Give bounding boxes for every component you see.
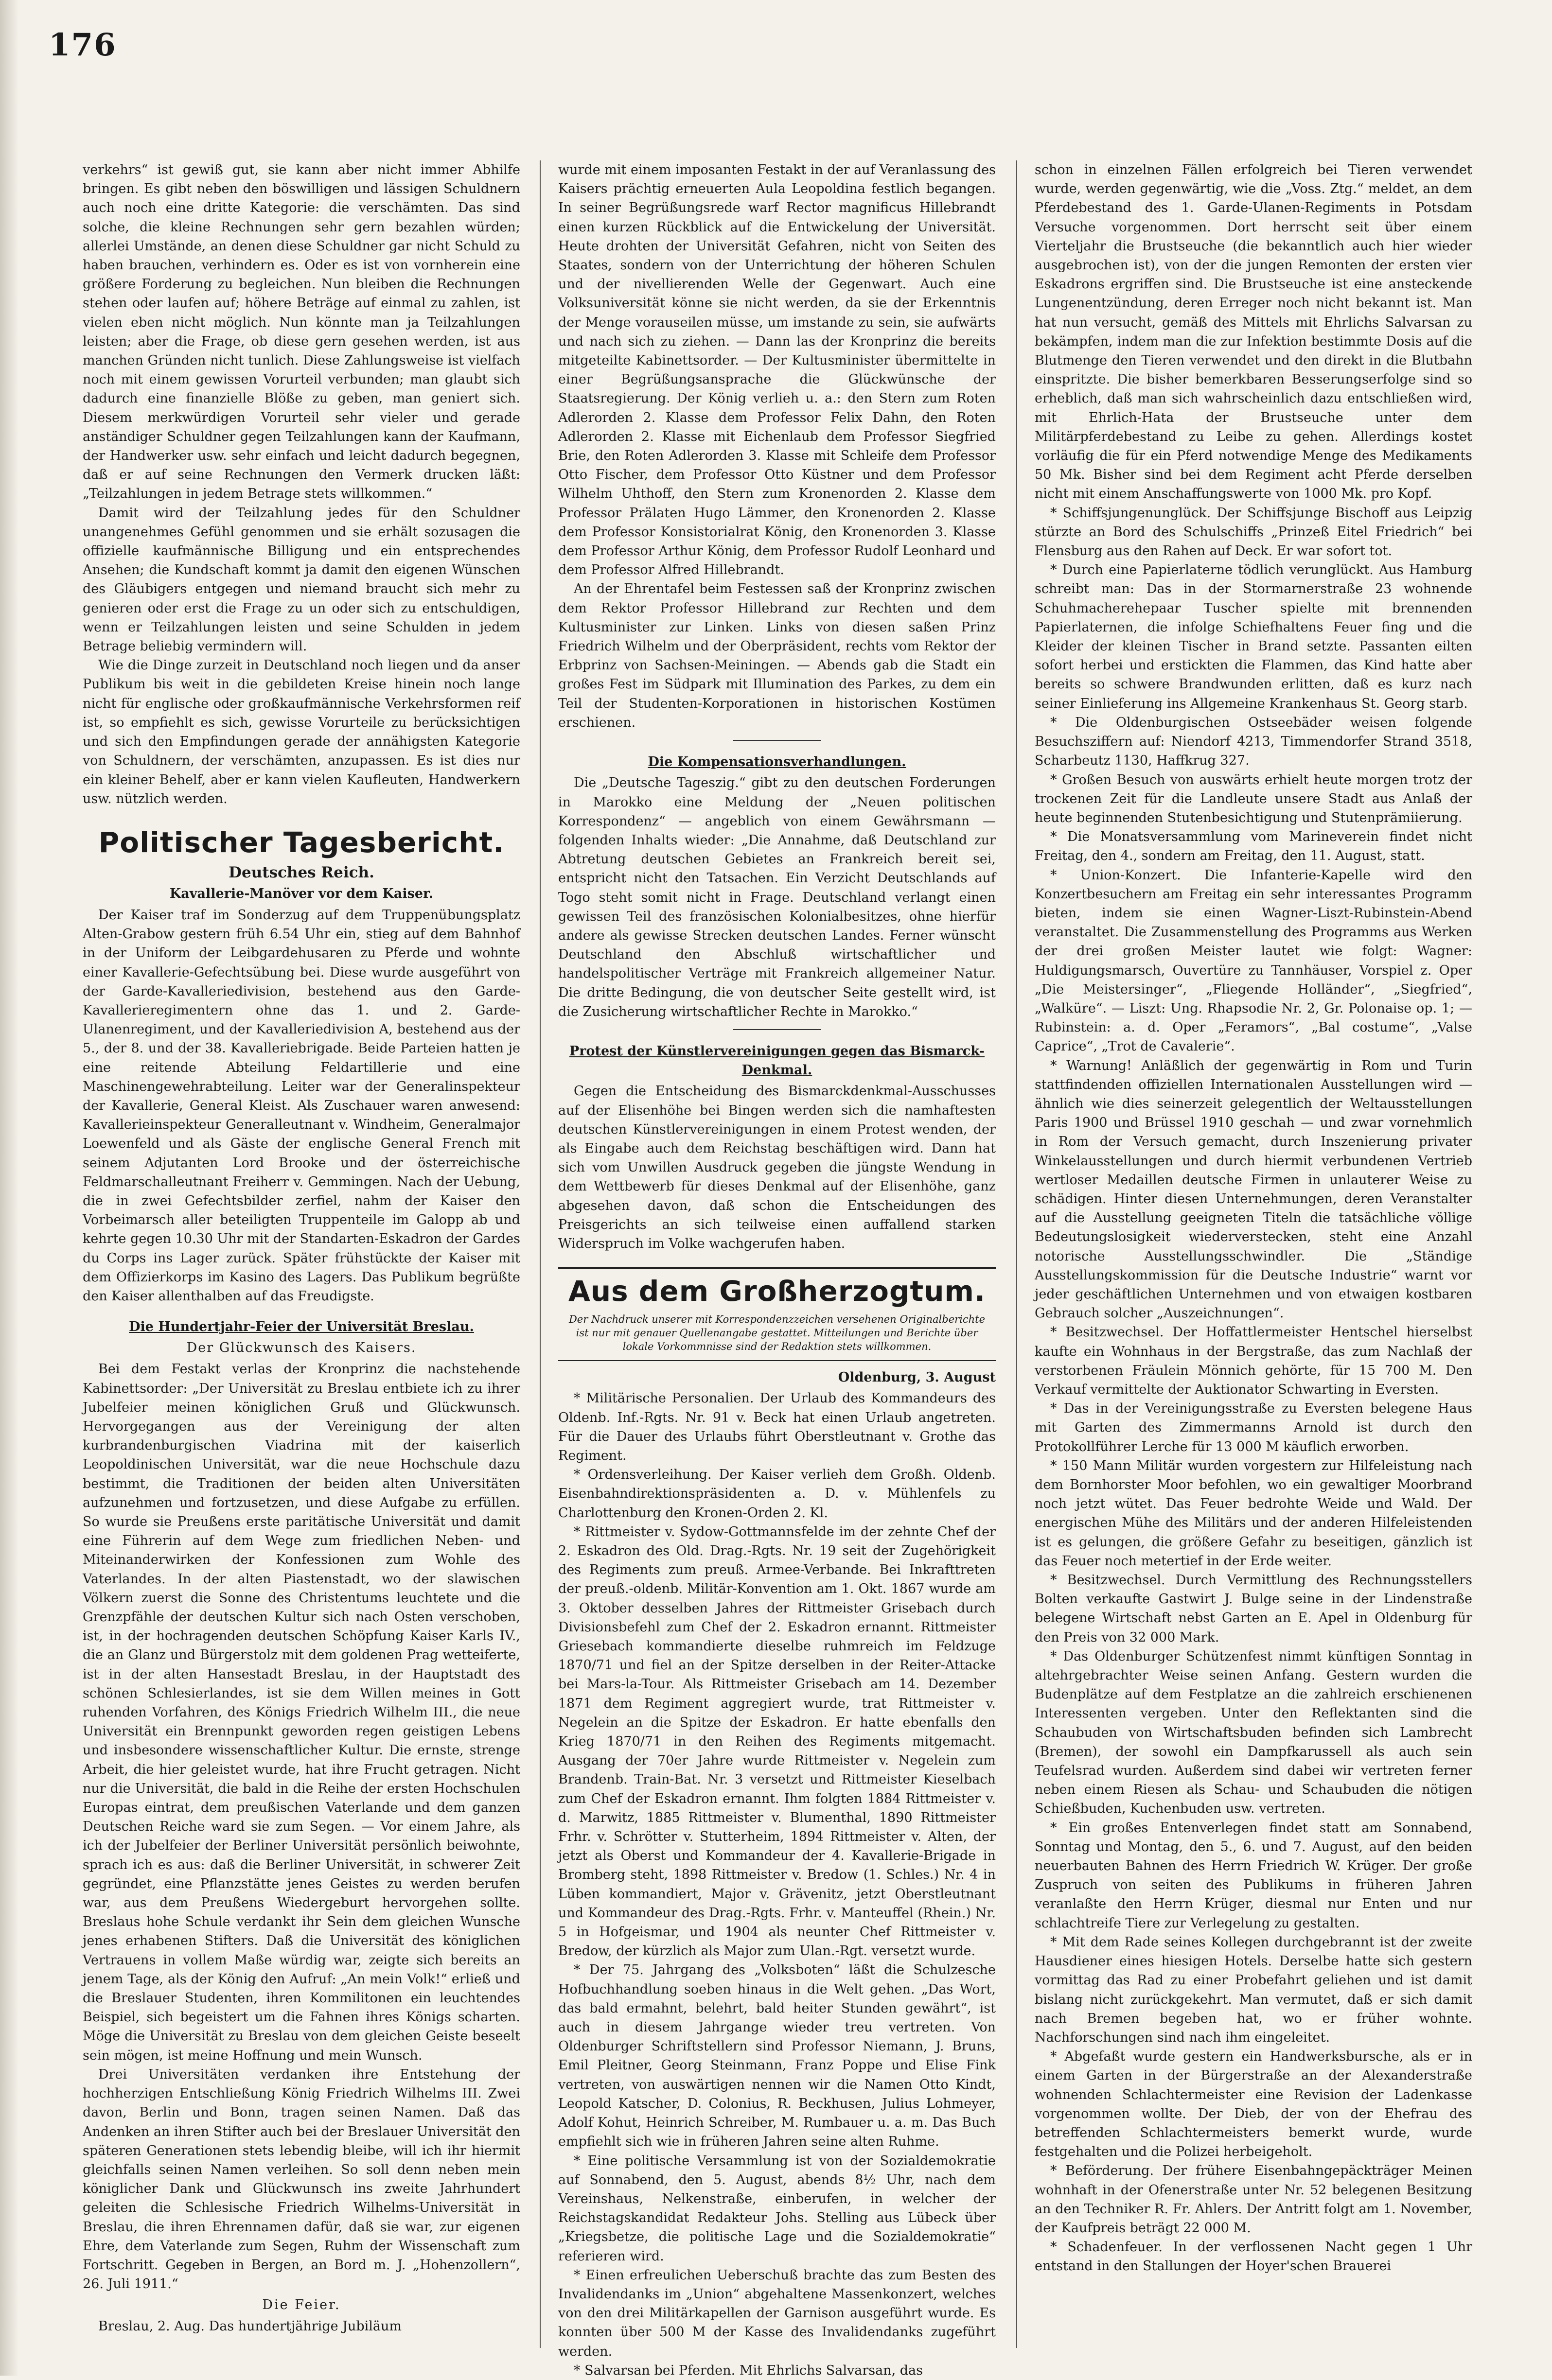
paragraph: * Durch eine Papierlaterne tödlich verunglückt. Aus Hamburg schreibt man: Das in der Stormarnerstraße 23 wohnende Schuhmacherehepaar Tuscher spielte mit brennenden Papierlaternen, die infolge Schiefhaltens Feuer fing und die Kleider der kleinen Tischer in Brand setzte. Passanten eilten sofort herbei und erstickten die Flammen, das Kind hatte aber bereits so schwere Brandwunden erlitten, daß es kurz nach seiner Einlieferung ins Allgemeine Krankenhaus St. Georg starb.	[1035, 562, 1472, 711]
column-rule-left	[540, 160, 541, 2348]
paragraph: * Warnung! Anläßlich der gegenwärtig in Rom und Turin stattfindenden offiziellen Internationalen Ausstellungen wird — ähnlich wie dies seinerzeit gelegentlich der Weltausstellungen Paris 1900 und Brüssel 1910 geschah — und zwar vornehmlich in Rom der Versuch gemacht, durch Inszenierung privater Winkelausstellungen und durch hiermit verbundenen Vertrieb wertloser Medaillen deutsche Firmen in unlauterer Weise zu schädigen. Hinter diesen Unternehmungen, deren Veranstalter auf die Ausstellung geeigneten Titeln die tatsächliche völlige Bedeutungslosigkeit wiederverstecken, steht eine Anzahl notorische Ausstellungsschwindler. Die „Ständige Ausstellungskommission für die Deutsche Industrie“ warnt vor jeder geschäftlichen Unternehmen und von etwaigen kostbaren Gebrauch solcher „Auszeichnungen“.	[1035, 1058, 1472, 1321]
paragraph: * Einen erfreulichen Ueberschuß brachte das zum Besten des Invalidendanks im „Union“ abgehaltene Massenkonzert, welches von den drei Militärkapellen der Garnison ausgeführt wurde. Es konnten über 500 M der Kasse des Invalidendanks zugeführt werden.	[558, 2267, 996, 2359]
paragraph: An der Ehrentafel beim Festessen saß der Kronprinz zwischen dem Rektor Professor Hillebrand zur Rechten und dem Kultusminister zur Linken. Links von diesen saßen Prinz Friedrich Wilhelm und der Oberpräsident, rechts vom Rektor der Erbprinz von Sachsen-Meiningen. — Abends gab die Stadt ein großes Fest im Südpark mit Illumination des Parkes, zu dem ein Teil der Studenten-Korporationen in historischen Kostümen erschienen.	[558, 581, 996, 730]
paragraph: Wie die Dinge zurzeit in Deutschland noch liegen und da anser Publikum bis weit in die gebildeten Kreise hinein noch lange nicht für englische oder großkaufmännische Verkehrsformen reif ist, so empfiehlt es sich, gewisse Vorurteile zu berücksichtigen und sich den Empfindungen gerade der annähigsten Kategorie von Schuldnern, der verschämten, anzupassen. Es ist dies nur ein kleiner Behelf, aber er kann vielen Kaufleuten, Handwerkern usw. nützlich werden.	[83, 658, 520, 806]
paragraph: * Schiffsjungenunglück. Der Schiffsjunge Bischoff aus Leipzig stürzte an Bord des Schulschiffs „Prinzeß Eitel Friedrich“ bei Flensburg aus den Rahen auf Deck. Er war sofort tot.	[1035, 505, 1472, 559]
paragraph: Bei dem Festakt verlas der Kronprinz die nachstehende Kabinettsorder: „Der Universität zu Breslau entbiete ich zu ihrer Jubelfeier meinen königlichen Gruß und Glückwunsch. Hervorgegangen aus der Vereinigung der alten kurbrandenburgischen Viadrina mit der kaiserlich Leopoldinischen Universität, war die neue Hochschule dazu bestimmt, die Traditionen der beiden alten Universitäten aufzunehmen und fortzusetzen, und diese Aufgabe zu erfüllen. So wurde sie Preußens erste paritätische Universität und damit eine Führerin auf dem Wege zum friedlichen Neben- und Miteinanderwirken der Konfessionen zum Wohle des Vaterlandes. In der alten Piastenstadt, wo der slawischen Völkern zuerst die Sonne des Christentums leuchtete und die Grenzpfähle der deutschen Kultur sich nach Osten verschoben, ist, in der hochragenden deutschen Schöpfung Kaiser Karls IV., die an Glanz und Bürgerstolz mit dem goldenen Prag wetteiferte, ist in der alten Hansestadt Breslau, in der Hauptstadt des schönen Schlesierlandes, ist sie dem Willen meines in Gott ruhenden Vorfahren, des Königs Friedrich Wilhelm III., die neue Universität ein Brennpunkt geworden regen geistigen Lebens und insbesondere wissenschaftlicher Kultur. Die ernste, strenge Arbeit, die hier geleistet wurde, hat ihre Frucht getragen. Nicht nur die Universität, die bald in die Reihe der ersten Hochschulen Europas eintrat, dem preußischen Vaterlande und dem ganzen Deutschen Reiche ward sie zum Segen. — Vor einem Jahre, als ich der Jubelfeier der Berliner Universität persönlich beiwohnte, sprach ich es aus: daß die Berliner Universität, in schwerer Zeit gegründet, eine Pflanzstätte jenes Geistes zu werden berufen war, aus dem Preußens Wiedergeburt hervorgehen sollte. Breslaus hohe Schule verdankt ihr Sein dem gleichen Wunsche jenes erhabenen Stifters. Daß die Universität des königlichen Vertrauens in vollem Maße würdig war, zeigte sich bereits an jenem Tage, als der König den Aufruf: „An mein Volk!“ erließ und die Breslauer Studenten, ihren Kommilitonen ein leuchtendes Beispiel, sich begeistert um die Fahnen ihres Königs scharten. Möge die Universität zu Breslau von dem gleichen Geiste beseelt sein mögen, ist meine Hoffnung und mein Wunsch.	[83, 1362, 520, 2063]
column-rule-right	[1016, 160, 1017, 2348]
page-number: 176	[49, 27, 117, 63]
paragraph: Der Kaiser traf im Sonderzug auf dem Truppenübungsplatz Alten-Grabow gestern früh 6.54 Uhr ein, stieg auf dem Bahnhof in der Uniform der Leibgardehusaren zu Pferde und wohnte einer Kavallerie-Gefechtsübung bei. Diese wurde ausgeführt von der Garde-Kavalleriedivision, bestehend aus den Garde-Kavallerieregimentern ohne das 1. und 2. Garde-Ulanenregiment, und der Kavalleriedivision A, bestehend aus der 5., der 8. und der 38. Kavalleriebrigade. Beide Parteien hatten je eine reitende Abteilung Feldartillerie und eine Maschinengewehrabteilung. Leiter war der Generalinspekteur der Kavallerie, General Kleist. Als Zuschauer waren anwesend: Kavallerieinspekteur Generalleutnant v. Windheim, Generalmajor Loewenfeld und als Gäste der englische General French mit seinem Adjutanten Lord Brooke und der österreichische Feldmarschalleutnant Freiherr v. Gemmingen. Nach der Uebung, die in zwei Gefechtsbilder zerfiel, nahm der Kaiser den Vorbeimarsch aller beteiligten Truppenteile im Galopp ab und kehrte gegen 10.30 Uhr mit der Standarten-Eskadron der Gardes du Corps ins Lager zurück. Später frühstückte der Kaiser mit dem Offizierkorps im Kasino des Lagers. Das Publikum begrüßte den Kaiser allenthalben auf das Freudigste.	[83, 907, 520, 1304]
column-2	[558, 160, 996, 2378]
paragraph: Drei Universitäten verdanken ihre Entstehung der hochherzigen Entschließung König Friedrich Wilhelms III. Zwei davon, Berlin und Bonn, tragen seinen Namen. Daß das Andenken an ihren Stifter auch bei der Breslauer Universität den späteren Generationen stets lebendig bleibe, will ich ihr hiermit gleichfalls seinen Namen verleihen. So soll denn neben mein königlicher Dank und Glückwunsch ins zweite Jahrhundert geleiten die Schlesische Friedrich Wilhelms-Universität in Breslau, die ihren Ehrennamen dafür, daß sie war, zur eigenen Ehre, dem Vaterlande zum Segen, Ruhm der Wissenschaft zum Fortschritt. Gegeben in Bergen, an Bord m. J. „Hohenzollern“, 26. Juli 1911.“	[83, 2066, 520, 2292]
paragraph: * Beförderung. Der frühere Eisenbahngepäckträger Meinen wohnhaft in der Ofenerstraße unter Nr. 52 belegenen Besitzung an den Techniker R. Fr. Ahlers. Der Antritt folgt am 1. November, der Kaufpreis beträgt 22 000 M.	[1035, 2163, 1472, 2236]
paragraph: wurde mit einem imposanten Festakt in der auf Veranlassung des Kaisers prächtig erneuerten Aula Leopoldina festlich begangen. In seiner Begrüßungsrede warf Rector magnificus Hillebrandt einen kurzen Rückblick auf die Entwickelung der Universität. Heute drohten der Universität Gefahren, nicht von Seiten des Staates, sondern von der Unterrichtung der höheren Schulen und der nivellierenden Welle der Gegenwart. Auch eine Volksuniversität könne sie nicht werden, da sie der Erkenntnis der Menge vorauseilen müsse, um imstande zu sein, sie aufwärts und nach sich zu ziehen. — Dann las der Kronprinz die bereits mitgeteilte Kabinettsorder. — Der Kultusminister übermittelte in einer Begrüßungsansprache die Glückwünsche der Staatsregierung. Der König verlieh u. a.: den Stern zum Roten Adlerorden 2. Klasse dem Professor Felix Dahn, den Roten Adlerorden 2. Klasse mit Eichenlaub dem Professor Siegfried Brie, den Roten Adlerorden 3. Klasse mit Schleife dem Professor Otto Fischer, dem Professor Otto Küstner und dem Professor Wilhelm Uhthoff, den Stern zum Kronenorden 2. Klasse dem Professor Prälaten Hugo Lämmer, den Kronenorden 2. Klasse dem Professor Konsistorialrat König, den Kronenorden 3. Klasse dem Professor Arthur König, dem Professor Rudolf Leonhard und dem Professor Alfred Hillebrandt.	[558, 162, 996, 578]
reprint-note: Der Nachdruck unserer mit Korrespondenzzeichen versehenen Originalberichte ist nur mit genauer Quellenangabe gestattet. Mitteilungen und Berichte über lokale Vorkommnisse sind der Redaktion stets willkommen.	[568, 1313, 986, 1353]
paragraph: * Mit dem Rade seines Kollegen durchgebrannt ist der zweite Hausdiener eines hiesigen Hotels. Derselbe hatte sich gestern vormittag das Rad zu einer Probefahrt geliehen und ist damit bislang nicht zurückgekehrt. Man vermutet, daß er sich damit nach Bremen begeben hat, wo er früher wohnte. Nachforschungen sind nach ihm eingeleitet.	[1035, 1934, 1472, 2045]
section-frame	[558, 1267, 996, 1361]
article-subtitle: Der Glückwunsch des Kaisers.	[186, 1340, 417, 1356]
paragraph: * Ordensverleihung. Der Kaiser verlieh dem Großh. Oldenb. Eisenbahndirektionspräsidenten a. D. v. Mühlenfels zu Charlottenburg den Kronen-Orden 2. Kl.	[558, 1467, 996, 1521]
paragraph: * Militärische Personalien. Der Urlaub des Kommandeurs des Oldenb. Inf.-Rgts. Nr. 91 v. Beck hat einen Urlaub angetreten. Für die Dauer des Urlaubs führt Oberstleutnant v. Grothe das Regiment.	[558, 1391, 996, 1463]
paragraph: Damit wird der Teilzahlung jedes für den Schuldner unangenehmes Gefühl genommen und sie erhält sozusagen die offizielle kaufmännische Billigung und ein entsprechendes Ansehen; die Kundschaft kommt ja damit den eigenen Wünschen des Gläubigers entgegen und niemand braucht sich mehr zu genieren oder erst die Frage zu un oder sich zu entschuldigen, wenn er Teilzahlungen leisten und seine Schulden in jedem Betrage beliebig vermindern will.	[83, 505, 520, 654]
article-title: Die Kompensationsverhandlungen.	[648, 754, 906, 770]
divider	[733, 1029, 821, 1030]
paragraph: * Ein großes Entenverlegen findet statt am Sonnabend, Sonntag und Montag, den 5., 6. und 7. August, auf den beiden neuerbauten Bahnen des Herrn Friedrich W. Krüger. Der große Zuspruch von seiten des Publikums in früheren Jahren veranlaßte den Herrn Krüger, diesmal nur Enten und nur schlachtreife Tiere zur Verlegelung zu gestalten.	[1035, 1820, 1472, 1931]
paragraph: Breslau, 2. Aug. Das hundertjährige Jubiläum	[98, 2319, 402, 2334]
article-title: Die Hundertjahr-Feier der Universität Breslau.	[129, 1319, 474, 1335]
paragraph: * Besitzwechsel. Durch Vermittlung des Rechnungsstellers Bolten verkaufte Gastwirt J. Bulge seine in der Lindenstraße belegene Wirtschaft nebst Garten an E. Apel in Oldenburg für den Preis von 32 000 Mark.	[1035, 1573, 1472, 1645]
paragraph: * Großen Besuch von auswärts erhielt heute morgen trotz der trockenen Zeit für die Landleute unsere Stadt aus Anlaß der heute beginnenden Stutenbesichtigung und Stutenprämiierung.	[1035, 772, 1472, 825]
paragraph: schon in einzelnen Fällen erfolgreich bei Tieren verwendet wurde, werden gegenwärtig, wie die „Voss. Ztg.“ meldet, an dem Pferdebestand des 1. Garde-Ulanen-Regiments in Potsdam Versuche vorgenommen. Dort herrscht seit über einem Vierteljahr die Brustseuche (die bekanntlich auch hier wieder ausgebrochen ist), von der die jungen Remonten der ersten vier Eskadrons ergriffen sind. Die Brustseuche ist eine ansteckende Lungenentzündung, deren Erreger noch nicht bekannt ist. Man hat nun versucht, gemäß des Mittels mit Ehrlichs Salvarsan zu bekämpfen, indem man die zur Infektion bestimmte Dosis auf die Blutmenge den Tieren verwendet und den direkt in die Blutbahn einspritzte. Die bisher bemerkbaren Besserungserfolge sind so erheblich, daß man sich wahrscheinlich dazu entschließen wird, mit Ehrlich-Hata der Brustseuche unter dem Militärpferdebestand zu Leibe zu gehen. Allerdings kostet vorläufig die für ein Pferd notwendige Menge des Medikaments 50 Mk. Bisher sind bei dem Regiment acht Pferde derselben nicht mit einem Anschaffungswerte von 1000 Mk. pro Kopf.	[1035, 162, 1472, 502]
article-title: Kavallerie-Manöver vor dem Kaiser.	[169, 886, 434, 901]
paragraph: * Schadenfeuer. In der verflossenen Nacht gegen 1 Uhr entstand in den Stallungen der Hoyer'schen Brauerei	[1035, 2240, 1472, 2274]
paragraph: * Union-Konzert. Die Infanterie-Kapelle wird den Konzertbesuchern am Freitag ein sehr interessantes Programm bieten, indem sie einen Wagner-Liszt-Rubinstein-Abend veranstaltet. Die Zusammenstellung des Programms aus Werken der drei großen Meister lautet wie folgt: Wagner: Huldigungsmarsch, Ouvertüre zu Tannhäuser, Vorspiel z. Oper „Die Meistersinger“, „Fliegende Holländer“, „Siegfried“, „Walküre“. — Liszt: Ung. Rhapsodie Nr. 2, Gr. Polonaise op. 1; — Rubinstein: a. d. Oper „Feramors“, „Bal costume“, „Valse Caprice“, „Trot de Cavalerie“.	[1035, 867, 1472, 1054]
paragraph: * Rittmeister v. Sydow-Gottmannsfelde im der zehnte Chef der 2. Eskadron des Old. Drag.-Rgts. Nr. 19 seit der Zugehörigkeit des Regiments zum preuß. Armee-Verbande. Bei Inkrafttreten der preuß.-oldenb. Militär-Konvention am 1. Okt. 1867 wurde am 3. Oktober desselben Jahres der Rittmeister Grisebach durch Divisionsbefehl zum Chef der 2. Eskadron ernannt. Rittmeister Griesebach kommandierte dieselbe ruhmreich im Feldzuge 1870/71 und fiel an der Spitze derselben in der Reiter-Attacke bei Mars-la-Tour. Als Rittmeister Grisebach am 14. Dezember 1871 dem Regiment aggregiert wurde, trat Rittmeister v. Negelein an die Spitze der Eskadron. Er hatte ebenfalls den Krieg 1870/71 in den Reihen des Regiments mitgemacht. Ausgang der 70er Jahre wurde Rittmeister v. Negelein zum Brandenb. Train-Bat. Nr. 3 versetzt und Rittmeister Kieselbach zum Chef der Eskadron ernannt. Ihm folgten 1884 Rittmeister v. d. Marwitz, 1885 Rittmeister v. Blumenthal, 1890 Rittmeister Frhr. v. Schrötter v. Stutterheim, 1894 Rittmeister v. Alten, der jetzt als Oberst und Kommandeur der 4. Kavallerie-Brigade in Bromberg steht, 1898 Rittmeister v. Bredow (1. Schles.) Nr. 4 in Lüben kommandiert, Major v. Grävenitz, jetzt Oberstleutnant und Kommandeur des Drag.-Rgts. Frhr. v. Manteuffel (Rhein.) Nr. 5 in Hofgeismar, und 1904 als neunter Chef Rittmeister v. Bredow, der kürzlich als Major zum Ulan.-Rgt. versetzt wurde.	[558, 1524, 996, 1959]
article-title: Protest der Künstlervereinigungen gegen das Bismarck-Denkmal.	[569, 1043, 985, 1078]
divider	[733, 740, 821, 741]
paragraph: verkehrs“ ist gewiß gut, sie kann aber nicht immer Abhilfe bringen. Es gibt neben den böswilligen und lässigen Schuldnern auch noch eine dritte Kategorie: die verschämten. Das sind solche, die kleine Rechnungen sehr gern bezahlen würden; allerlei Umstände, an denen diese Schuldner gar nicht Schuld zu haben brauchen, verhindern es. Oder es ist von vornherein eine größere Forderung zu begleichen. Nun bleiben die Rechnungen stehen oder laufen auf; höhere Beträge auf einmal zu zahlen, ist vielen eben nicht möglich. Nun könnte man ja Teilzahlungen leisten; aber die Frage, ob diese gern gesehen werden, ist aus manchen Gründen nicht tunlich. Diese Zahlungsweise ist vielfach noch mit einem gewissen Vorurteil verbunden; man glaubt sich dadurch eine finanzielle Blöße zu geben, man geniert sich. Diesem merkwürdigen Vorurteil sehr vieler und gerade anständiger Schuldner gegen Teilzahlungen kann der Kaufmann, der Handwerker usw. sehr einfach und leicht dadurch begegnen, daß er auf seine Rechnungen den Vermerk drucken läßt: „Teilzahlungen in jedem Betrage stets willkommen.“	[83, 162, 520, 502]
paragraph: * Abgefaßt wurde gestern ein Handwerksbursche, als er in einem Garten in der Bürgerstraße an der Alexanderstraße wohnenden Schlachtermeister eine Revision der Ladenkasse vorgenommen wollte. Der Dieb, der von der Ehefrau des betreffenden Schlachtermeisters bemerkt wurde, wurde festgehalten und die Polizei herbeigeholt.	[1035, 2049, 1472, 2160]
dateline: Oldenburg, 3. August	[838, 1370, 996, 1385]
column-1	[83, 160, 520, 2353]
section-heading: Politischer Tagesbericht.	[98, 825, 505, 859]
paragraph: * Besitzwechsel. Der Hoffattlermeister Hentschel hierselbst kaufte ein Wohnhaus in der Bergstraße, das zum Nachlaß der verstorbenen Fräulein Mönnich gehörte, für 15 700 M. Den Verkauf vermittelte der Auktionator Schwarting in Eversten.	[1035, 1325, 1472, 1397]
paragraph: * Die Monatsversammlung vom Marineverein findet nicht Freitag, den 4., sondern am Freitag, den 11. August, statt.	[1035, 829, 1472, 864]
paragraph: * Der 75. Jahrgang des „Volksboten“ läßt die Schulzesche Hofbuchhandlung soeben hinaus in die Welt gehen. „Das Wort, das bald ermahnt, belehrt, bald heiter Stunden gewährt“, ist auch in diesem Jahrgange wieder treu vertreten. Von Oldenburger Schriftstellern sind Professor Niemann, J. Bruns, Emil Pleitner, Georg Steinmann, Franz Poppe und Elise Fink vertreten, von auswärtigen nennen wir die Namen Otto Kindt, Leopold Katscher, D. Colonius, R. Beckhusen, Julius Lohmeyer, Adolf Kohut, Heinrich Schreiber, M. Rumbauer u. a. m. Das Buch empfiehlt sich wie in früheren Jahren seine alten Ruhme.	[558, 1962, 996, 2150]
paragraph: * Die Oldenburgischen Ostseebäder weisen folgende Besuchsziffern auf: Niendorf 4213, Timmendorfer Strand 3518, Scharbeutz 1130, Haffkrug 327.	[1035, 715, 1472, 769]
scan-edge	[0, 0, 18, 2376]
paragraph: * Eine politische Versammlung ist von der Sozialdemokratie auf Sonnabend, den 5. August, abends 8½ Uhr, nach dem Vereinshaus, Nelkenstraße, einberufen, in welcher der Reichstagskandidat Redakteur Johs. Stelling aus Lübeck über „Kriegsbetze, die politische Lage und die Sozialdemokratie“ referieren wird.	[558, 2153, 996, 2264]
paragraph: * Salvarsan bei Pferden. Mit Ehrlichs Salvarsan, das	[574, 2362, 923, 2378]
subheading: Deutsches Reich.	[229, 863, 374, 881]
section-heading: Aus dem Großherzogtum.	[568, 1275, 986, 1308]
paragraph: * Das in der Vereinigungsstraße zu Eversten belegene Haus mit Garten des Zimmermanns Arnold ist durch den Protokollführer Lerche für 13 000 M käuflich erworben.	[1035, 1401, 1472, 1454]
column-3	[1035, 160, 1472, 2353]
paragraph: Die „Deutsche Tageszig.“ gibt zu den deutschen Forderungen in Marokko eine Meldung der „Neuen politischen Korrespondenz“ — angeblich von einem Gewährsmann — folgenden Inhalts wieder: „Die Annahme, daß Deutschland zur Abtretung deutschen Gebietes an Frankreich bereit sei, entspricht nicht den Tatsachen. Ein Verzicht Deutschlands auf Togo steht somit nicht in Frage. Deutschland verlangt einen gewissen Teil des französischen Kolonialbesitzes, ohne hierfür andere als gewisse Strecken deutschen Landes. Ferner wünscht Deutschland den Abschluß wirtschaftlicher und handelspolitischer Verträge mit Frankreich allgemeiner Natur. Die dritte Bedingung, die von deutscher Seite gestellt wird, ist die Zusicherung wirtschaftlicher Rechte in Marokko.“	[558, 775, 996, 1019]
paragraph: * 150 Mann Militär wurden vorgestern zur Hilfeleistung nach dem Bornhorster Moor befohlen, wo ein gewaltiger Moorbrand noch jetzt wütet. Das Feuer bedrohte Weide und Wald. Der energischen Mühe des Militärs und der anderen Hilfeleistenden ist es gelungen, die größere Gefahr zu beseitigen, gänzlich ist das Feuer noch metertief in der Erde weiter.	[1035, 1458, 1472, 1569]
article-subtitle: Die Feier.	[262, 2297, 341, 2313]
paragraph: Gegen die Entscheidung des Bismarckdenkmal-Ausschusses auf der Elisenhöhe bei Bingen werden sich die namhaftesten deutschen Künstlervereinigungen in einem Protest wenden, der als Eingabe auch dem Reichstag beschäftigen wird. Dann hat sich vom Unwillen Ausdruck gegeben die jüngste Wendung in dem Wettbewerb für dieses Denkmal auf der Elisenhöhe, ganz abgesehen davon, daß schon die Entscheidungen des Preisgerichts an sich teilweise einen auffallend starken Widerspruch im Volke wachgerufen haben.	[558, 1084, 996, 1251]
paragraph: * Das Oldenburger Schützenfest nimmt künftigen Sonntag in altehrgebrachter Weise seinen Anfang. Gestern wurden die Budenplätze auf dem Festplatze an die zahlreich erschienenen Interessenten vergeben. Unter den Reflektanten sind die Schaubuden von Wirtschaftsbuden befinden sich Lambrecht (Bremen), der sowohl ein Dampfkarussell als auch sein Teufelsrad wurden. Außerdem sind dabei wir vertreten ferner neben einem Riesen als Schau- und Schaubuden die nötigen Schießbuden, Kuchenbuden usw. vertreten.	[1035, 1648, 1472, 1817]
